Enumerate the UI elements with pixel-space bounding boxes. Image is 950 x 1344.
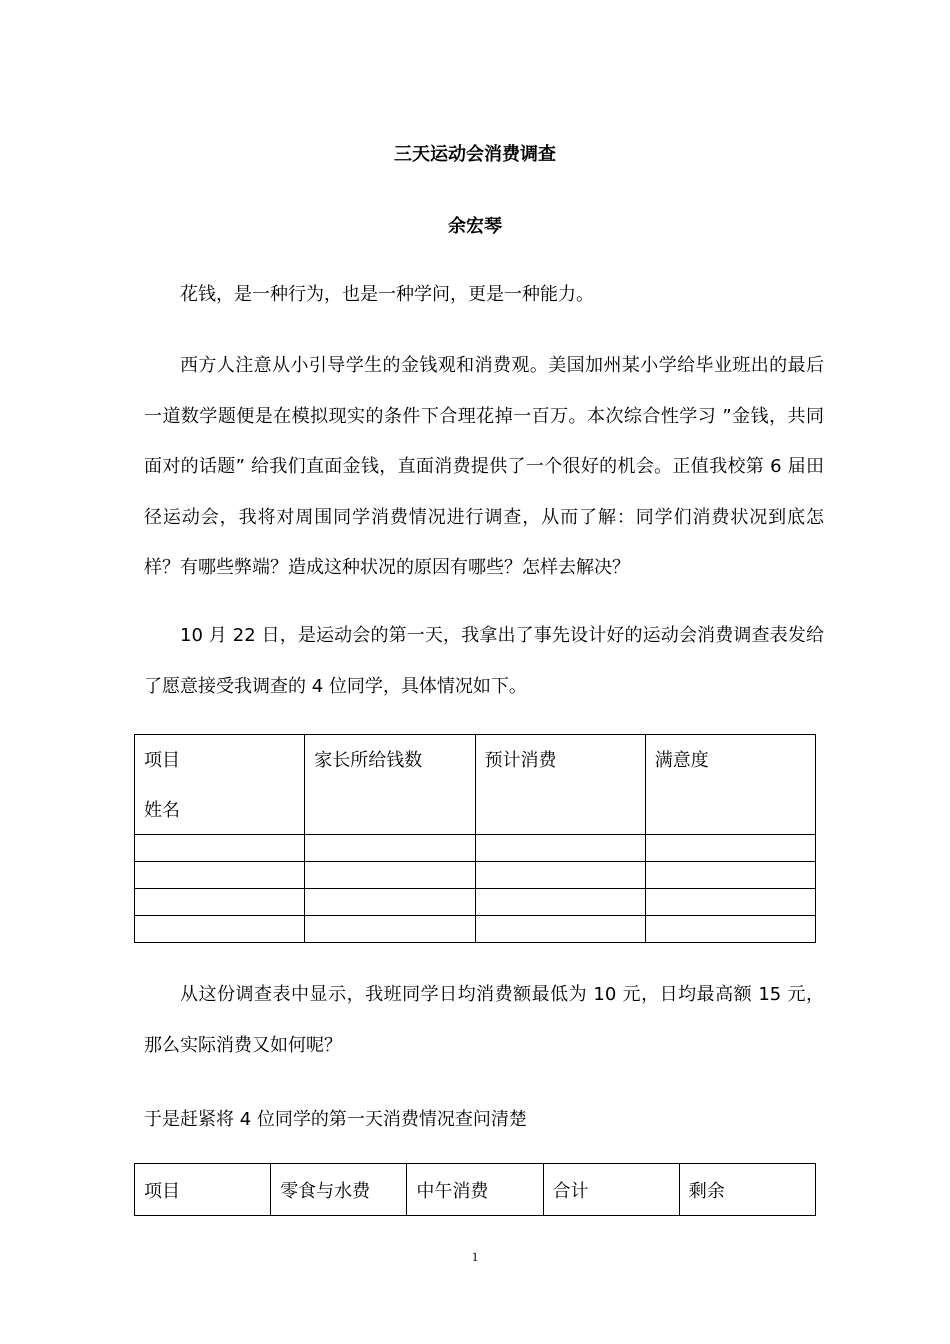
- table-cell: [475, 889, 645, 916]
- table-cell: [475, 862, 645, 889]
- table-cell: [135, 889, 305, 916]
- header-cell-item: 项目: [135, 1164, 271, 1216]
- table-row: [135, 916, 816, 943]
- table-cell: [475, 916, 645, 943]
- table-cell: [645, 835, 815, 862]
- table-cell: [645, 916, 815, 943]
- table-cell: [645, 889, 815, 916]
- header-cell-expected-spend: 预计消费: [475, 735, 645, 835]
- table-cell: [305, 916, 475, 943]
- paragraph-findings: 从这份调查表中显示，我班同学日均消费额最低为 10 元，日均最高额 15 元，那么实际消费又如何呢？: [144, 984, 824, 1056]
- table-cell: [645, 862, 815, 889]
- survey-table-expected: [134, 734, 816, 943]
- header-name-label: 姓名: [144, 800, 180, 821]
- table-cell: [305, 835, 475, 862]
- header-cell-lunch: 中午消费: [407, 1164, 543, 1216]
- table-row: [135, 862, 816, 889]
- paragraph-background: 西方人注意从小引导学生的金钱观和消费观。美国加州某小学给毕业班出的最后一道数学题便是在模拟现实的条件下合理花掉一百万。本次综合性学习 ”金钱，共同面对的话题” 给我们直面金钱，直面消费提供了一个很好的机会。正值我校第 6 届田径运动会，我将对周围同学消费情况进行调查，从而了解：同学们消费状况到底怎样？有哪些弊端？造成这种状况的原因有哪些？怎样去解决？: [144, 355, 824, 578]
- table-cell: [305, 889, 475, 916]
- paragraph-followup: 于是赶紧将 4 位同学的第一天消费情况查问清楚: [144, 1109, 527, 1130]
- table-cell: [305, 862, 475, 889]
- header-cell-remaining: 剩余: [679, 1164, 815, 1216]
- table-header-row: [135, 735, 816, 835]
- header-cell-snacks-water: 零食与水费: [271, 1164, 407, 1216]
- header-cell-item-name: [135, 735, 305, 835]
- header-cell-total: 合计: [543, 1164, 679, 1216]
- table-row: [135, 835, 816, 862]
- page-number: 1: [471, 1249, 479, 1264]
- header-cell-satisfaction: 满意度: [645, 735, 815, 835]
- table-cell: [135, 862, 305, 889]
- author-name: 余宏琴: [448, 216, 502, 237]
- table-cell: [475, 835, 645, 862]
- table-cell: [135, 916, 305, 943]
- header-cell-parent-money: 家长所给钱数: [305, 735, 475, 835]
- paragraph-survey-day1: 10 月 22 日，是运动会的第一天，我拿出了事先设计好的运动会消费调查表发给了愿意接受我调查的 4 位同学，具体情况如下。: [144, 625, 824, 697]
- document-title: 三天运动会消费调查: [394, 144, 556, 165]
- paragraph-intro: 花钱，是一种行为，也是一种学问，更是一种能力。: [180, 284, 594, 305]
- table-header-row: [135, 1164, 816, 1216]
- survey-table-actual: [134, 1163, 816, 1216]
- header-item-label: 项目: [144, 750, 180, 771]
- table-cell: [135, 835, 305, 862]
- table-row: [135, 889, 816, 916]
